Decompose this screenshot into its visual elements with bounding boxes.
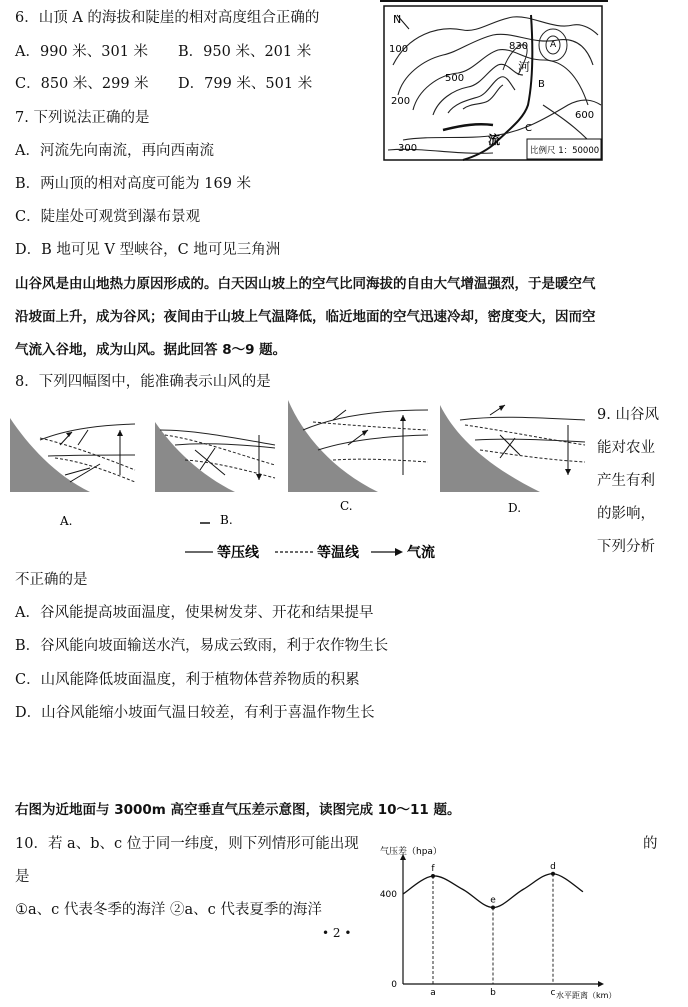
map-label-river: 河	[518, 60, 531, 74]
q8-stem: 8．下列四幅图中，能准确表示山风的是	[15, 374, 271, 390]
legend-isobar: 等压线	[217, 545, 259, 561]
panel-b-label: B.	[220, 513, 233, 527]
map-label-c: C	[525, 123, 532, 134]
map-north-label: N	[393, 13, 402, 26]
q6-option-b: B．950 米、201 米	[178, 44, 312, 60]
q9-option-d: D．山谷风能缩小坡面气温日较差，有利于喜温作物生长	[15, 705, 375, 721]
q6-option-d: D．799 米、501 米	[178, 76, 313, 92]
page-number: • 2 •	[322, 926, 352, 940]
panel-c	[288, 400, 433, 535]
q9-option-b: B．谷风能向坡面输送水汽，易成云致雨，利于农作物生长	[15, 638, 389, 654]
q9-side-5: 下列分析	[597, 539, 655, 555]
map-label-500: 500	[445, 73, 465, 84]
q8-legend	[185, 541, 445, 563]
q10-choices: ①a、c 代表冬季的海洋 ②a、c 代表夏季的海洋	[15, 902, 322, 918]
map-label-200: 200	[391, 96, 411, 107]
intro-line-1: 山谷风是由山地热力原因形成的。白天因山坡上的空气比同海拔的自由大气增温强烈，于是暖空气	[15, 276, 596, 292]
q10-cont: 是	[15, 869, 30, 885]
contour-map	[383, 5, 603, 161]
q9-cont: 不正确的是	[15, 572, 88, 588]
pressure-chart	[368, 838, 617, 1003]
q10-stem-tail: 的	[643, 836, 658, 852]
top-rule	[380, 0, 608, 2]
chart-point-label-d: d	[550, 861, 556, 872]
q10-stem: 10．若 a、b、c 位于同一纬度，则下列情形可能出现	[15, 836, 359, 852]
q7-stem: 7. 下列说法正确的是	[15, 110, 150, 126]
q7-option-c: C．陡崖处可观赏到瀑布景观	[15, 209, 201, 225]
q9-side-3: 产生有利	[597, 473, 655, 489]
chart-point-label-e: e	[490, 895, 496, 906]
panel-d-label: D.	[508, 501, 522, 515]
q9-option-a: A．谷风能提高坡面温度，使果树发芽、开花和结果提早	[15, 605, 374, 621]
q9-side-1: 9. 山谷风	[597, 407, 659, 423]
legend-isotherm: 等温线	[317, 545, 359, 561]
chart-y-tick-400: 400	[379, 890, 397, 900]
q7-option-a: A．河流先向南流，再向西南流	[15, 143, 214, 159]
map-label-100: 100	[389, 44, 409, 55]
intro-line-3: 气流入谷地，成为山风。据此回答 8～9 题。	[15, 342, 287, 358]
legend-airflow: 气流	[407, 545, 435, 561]
q7-option-b: B．两山顶的相对高度可能为 169 米	[15, 176, 252, 192]
map-label-flow: 流	[488, 133, 501, 147]
panel-d	[440, 400, 590, 535]
chart-x-label-a: a	[430, 988, 436, 998]
q7-option-d: D．B 地可见 V 型峡谷，C 地可见三角洲	[15, 242, 281, 258]
q9-side-4: 的影响，	[597, 506, 655, 522]
map-label-b: B	[538, 79, 545, 90]
map-label-a: A	[550, 40, 557, 50]
q9-side-2: 能对农业	[597, 440, 655, 456]
chart-point-label-f: f	[431, 864, 435, 874]
panel-a	[10, 400, 145, 535]
map-label-600: 600	[575, 110, 595, 121]
chart-x-label-b: b	[490, 988, 496, 998]
q6-option-c: C．850 米、299 米	[15, 76, 149, 92]
intro-line-2: 沿坡面上升，成为谷风；夜间由于山坡上气温降低，临近地面的空气迅速冷却，密度变大，因而空	[15, 309, 596, 325]
map-label-830: 830	[509, 41, 529, 52]
chart-y-tick-0: 0	[391, 980, 397, 990]
map-scale: 比例尺 1：50000	[530, 146, 600, 156]
panel-a-label: A.	[60, 514, 73, 528]
panel-c-label: C.	[340, 499, 353, 513]
chart-xlabel: 水平距离（km）	[556, 991, 617, 1000]
q9-option-c: C．山风能降低坡面温度，利于植物体营养物质的积累	[15, 672, 360, 688]
panel-b	[155, 400, 280, 535]
chart-ylabel: 气压差（hpa）	[380, 847, 442, 857]
chart-x-label-c: c	[550, 988, 556, 998]
q6-option-a: A．990 米、301 米	[15, 44, 149, 60]
q6-stem: 6．山顶 A 的海拔和陡崖的相对高度组合正确的	[15, 10, 320, 26]
intro2: 右图为近地面与 3000m 高空垂直气压差示意图，读图完成 10～11 题。	[15, 802, 461, 818]
map-label-300: 300	[398, 143, 418, 154]
